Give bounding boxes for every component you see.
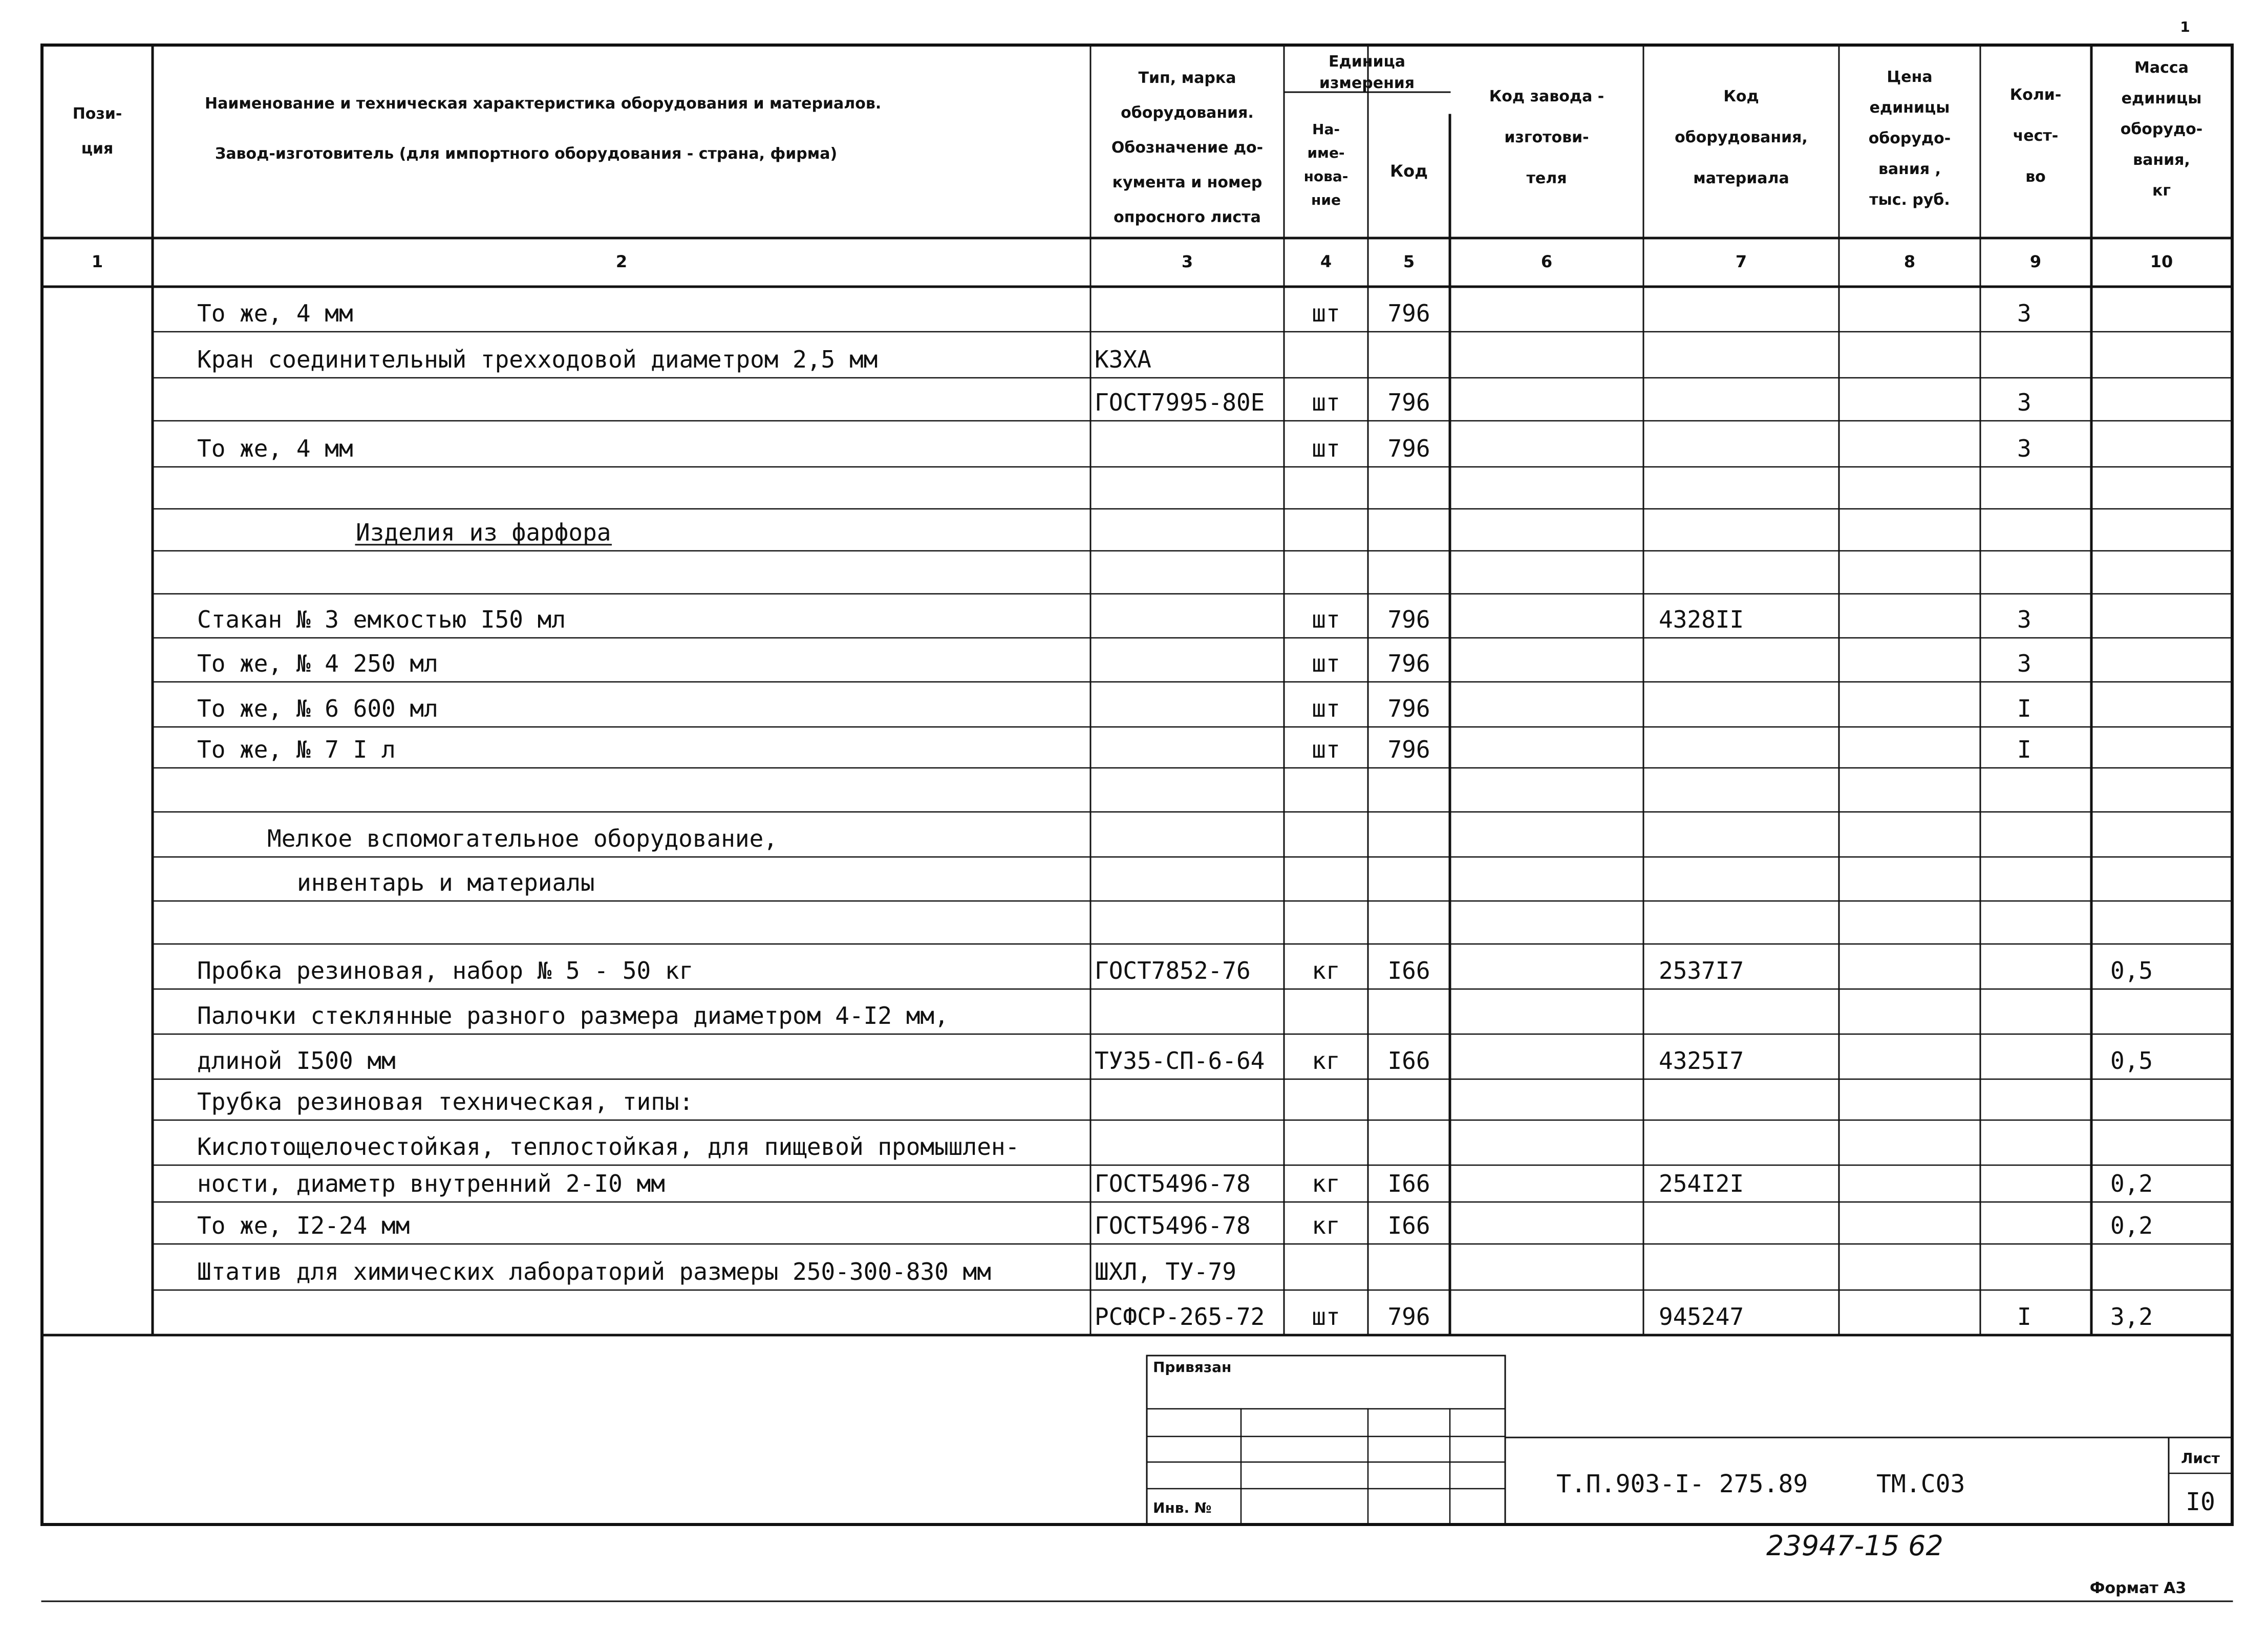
col-price-header-line: единицы	[1869, 99, 1950, 117]
col-unit-name-header-line: ние	[1311, 191, 1341, 208]
row-unit: шт	[1312, 1303, 1340, 1330]
row-name: Трубка резиновая техническая, типы:	[197, 1088, 694, 1115]
col-type-header-line: оборудования.	[1121, 104, 1254, 122]
row-mass: 0,2	[2110, 1212, 2153, 1239]
row-mass: 0,5	[2110, 957, 2153, 984]
table-grid	[42, 45, 2232, 1601]
row-type: ШХЛ, ТУ-79	[1095, 1258, 1236, 1285]
column-number: 1	[91, 252, 103, 271]
row-type: ТУ35-СП-6-64	[1095, 1047, 1265, 1075]
col-manufacturer-header: Завод-изготовитель (для импортного оборудования - страна, фирма)	[215, 145, 838, 163]
row-quantity: 3	[2017, 435, 2031, 462]
row-unit: кг	[1312, 1170, 1340, 1197]
row-unit-code: I66	[1387, 1212, 1430, 1239]
column-number: 8	[1903, 252, 1916, 271]
col-quantity-header-line: во	[2025, 168, 2046, 186]
col-factory-code-header-line: теля	[1526, 169, 1567, 187]
row-mass: 0,2	[2110, 1170, 2153, 1197]
row-unit: кг	[1312, 957, 1340, 984]
col-quantity-header-line: чест-	[2013, 127, 2059, 145]
column-number: 6	[1540, 252, 1553, 271]
row-name: То же, 4 мм	[197, 435, 353, 462]
sheet-label: Лист	[2181, 1450, 2220, 1467]
row-material-code: 4325I7	[1659, 1047, 1744, 1075]
col-type-header-line: Тип, марка	[1138, 69, 1236, 87]
sheet-number: I0	[2186, 1488, 2215, 1516]
row-unit-code: 796	[1387, 650, 1430, 677]
row-name: длиной I500 мм	[197, 1047, 396, 1075]
column-number: 5	[1403, 252, 1415, 271]
unit-group-header: измерения	[1319, 74, 1415, 92]
row-unit-code: 796	[1387, 299, 1430, 327]
row-name: Кран соединительный трехходовой диаметром 2,5 мм	[197, 346, 878, 373]
row-unit-code: I66	[1387, 1170, 1430, 1197]
col-material-code-header-line: материала	[1693, 169, 1789, 187]
row-name: То же, № 4 250 мл	[197, 650, 438, 677]
row-mass: 0,5	[2110, 1047, 2153, 1075]
bound-label: Привязан	[1153, 1359, 1232, 1376]
col-factory-code-header-line: Код завода -	[1489, 88, 1604, 105]
col-position-header: Пози-	[72, 105, 122, 123]
col-mass-header-line: вания,	[2133, 151, 2190, 169]
row-material-code: 4328II	[1659, 606, 1744, 633]
row-name: Пробка резиновая, набор № 5 - 50 кг	[197, 957, 694, 984]
col-price-header-line: тыс. руб.	[1869, 191, 1950, 209]
column-number: 4	[1320, 252, 1332, 271]
col-unit-name-header-line: нова-	[1303, 168, 1349, 185]
row-unit: кг	[1312, 1212, 1340, 1239]
col-factory-code-header-line: изготови-	[1504, 128, 1589, 146]
row-name: ности, диаметр внутренний 2-I0 мм	[197, 1170, 665, 1197]
page-mark: 1	[2180, 18, 2190, 35]
row-unit-code: 796	[1387, 736, 1430, 763]
col-type-header-line: Обозначение до-	[1111, 139, 1264, 157]
col-name-header: Наименование и техническая характеристика оборудования и материалов.	[205, 95, 882, 113]
handwritten-number: 23947-15 62	[1766, 1530, 1943, 1562]
document-code: ТМ.С03	[1876, 1470, 1965, 1498]
col-type-header-line: кумента и номер	[1112, 174, 1263, 191]
row-name: Штатив для химических лабораторий размеры 250-300-830 мм	[197, 1258, 991, 1285]
row-type: КЗХА	[1095, 346, 1151, 373]
format-label: Формат А3	[2089, 1579, 2187, 1597]
row-unit: шт	[1312, 435, 1340, 462]
row-mass: 3,2	[2110, 1303, 2153, 1330]
row-name: То же, № 6 600 мл	[197, 695, 438, 722]
row-type: ГОСТ5496-78	[1095, 1170, 1251, 1197]
row-material-code: 254I2I	[1659, 1170, 1744, 1197]
row-name: Стакан № 3 емкостью I50 мл	[197, 606, 566, 633]
row-quantity: 3	[2017, 299, 2031, 327]
row-material-code: 2537I7	[1659, 957, 1744, 984]
column-number: 7	[1735, 252, 1747, 271]
section-heading: Изделия из фарфора	[356, 519, 611, 546]
row-unit: шт	[1312, 299, 1340, 327]
column-number: 10	[2150, 252, 2173, 271]
row-quantity: 3	[2017, 389, 2031, 416]
row-name: То же, № 7 I л	[197, 736, 396, 763]
row-unit: шт	[1312, 389, 1340, 416]
row-unit: шт	[1312, 695, 1340, 722]
row-unit-code: 796	[1387, 435, 1430, 462]
col-mass-header-line: кг	[2152, 182, 2171, 200]
column-number: 2	[615, 252, 628, 271]
row-unit-code: 796	[1387, 389, 1430, 416]
row-material-code: 945247	[1659, 1303, 1744, 1330]
col-price-header-line: Цена	[1887, 68, 1933, 86]
row-name: То же, 4 мм	[197, 299, 353, 327]
row-unit: шт	[1312, 606, 1340, 633]
row-quantity: 3	[2017, 650, 2031, 677]
row-unit: кг	[1312, 1047, 1340, 1075]
title-block	[1153, 18, 2220, 1597]
col-unit-name-header-line: На-	[1312, 121, 1340, 138]
row-unit-code: I66	[1387, 957, 1430, 984]
row-name: Палочки стеклянные разного размера диаметром 4-I2 мм,	[197, 1002, 949, 1029]
table-body	[197, 299, 2153, 1330]
unit-group-header: Единица	[1329, 53, 1405, 71]
row-unit-code: I66	[1387, 1047, 1430, 1075]
col-material-code-header-line: Код	[1723, 88, 1759, 105]
row-unit-code: 796	[1387, 695, 1430, 722]
col-type-header-line: опросного листа	[1114, 208, 1261, 226]
row-type: ГОСТ5496-78	[1095, 1212, 1251, 1239]
col-position-header: ция	[81, 140, 114, 158]
col-unit-name-header-line: име-	[1307, 144, 1345, 161]
row-type: ГОСТ7852-76	[1095, 957, 1251, 984]
col-unit-code-header: Код	[1390, 161, 1428, 181]
row-unit: шт	[1312, 650, 1340, 677]
col-mass-header-line: Масса	[2134, 59, 2189, 77]
col-mass-header-line: единицы	[2121, 90, 2202, 108]
row-name: То же, I2-24 мм	[197, 1212, 410, 1239]
row-quantity: I	[2017, 1303, 2031, 1330]
row-name: Кислотощелочестойкая, теплостойкая, для пищевой промышлен-	[197, 1133, 1020, 1161]
inventory-label: Инв. №	[1153, 1499, 1212, 1516]
col-quantity-header-line: Коли-	[2009, 86, 2062, 104]
row-quantity: I	[2017, 736, 2031, 763]
col-material-code-header-line: оборудования,	[1675, 128, 1808, 146]
column-number: 3	[1181, 252, 1193, 271]
section-heading: Мелкое вспомогательное оборудование,	[267, 825, 778, 852]
row-unit-code: 796	[1387, 1303, 1430, 1330]
col-price-header-line: оборудо-	[1868, 130, 1951, 147]
row-unit: шт	[1312, 736, 1340, 763]
row-unit-code: 796	[1387, 606, 1430, 633]
row-quantity: I	[2017, 695, 2031, 722]
col-price-header-line: вания ,	[1878, 160, 1941, 178]
column-number: 9	[2029, 252, 2042, 271]
row-type: ГОСТ7995-80Е	[1095, 389, 1265, 416]
section-heading: инвентарь и материалы	[297, 869, 595, 896]
row-type: РСФСР-265-72	[1095, 1303, 1265, 1330]
col-mass-header-line: оборудо-	[2120, 120, 2203, 138]
document-number: Т.П.903-I- 275.89	[1556, 1470, 1808, 1498]
row-quantity: 3	[2017, 606, 2031, 633]
